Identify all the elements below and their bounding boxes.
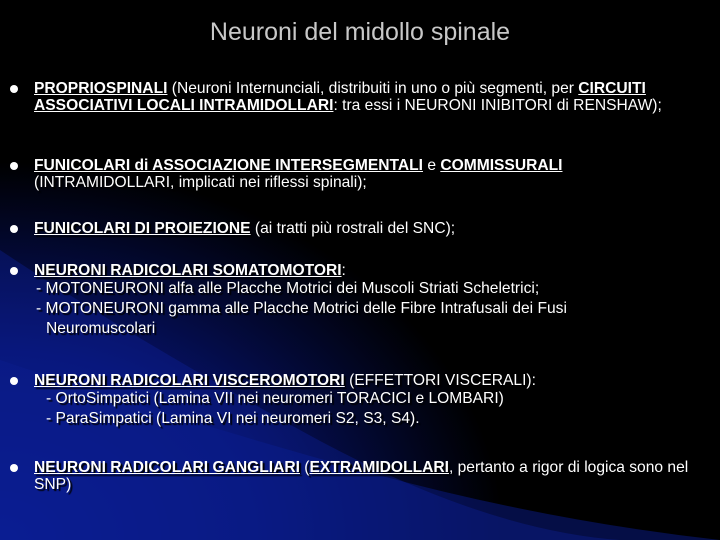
bullet-term: NEURONI RADICOLARI GANGLIARI: [34, 459, 300, 476]
bullet-item-somatomotori: [10, 262, 700, 339]
bullet-subitem: - MOTONEURONI gamma alle Placche Motrici delle Fibre Intrafusali dei Fusi: [36, 300, 567, 317]
bullet-dot-icon: [10, 85, 18, 93]
bullet-subitem: Neuromuscolari: [46, 320, 156, 337]
bullet-text: (: [299, 459, 310, 476]
bullet-subitem: - MOTONEURONI alfa alle Placche Motrici dei Muscoli Striati Scheletrici;: [36, 280, 540, 297]
bullet-term: PROPRIOSPINALI: [34, 80, 168, 97]
bullet-dot-icon: [10, 464, 18, 472]
bullet-dot-icon: [10, 377, 18, 385]
bullet-item-propriospinali: [10, 80, 700, 114]
bullet-text: : tra essi i NEURONI INIBITORI di RENSHAW);: [333, 97, 662, 114]
slide-title: Neuroni del midollo spinale: [209, 18, 511, 46]
bullet-term: NEURONI RADICOLARI SOMATOMOTORI: [34, 262, 342, 279]
bullet-term: FUNICOLARI DI PROIEZIONE: [34, 220, 251, 237]
bullet-dot-icon: [10, 225, 18, 233]
bullet-item-gangliari: [10, 459, 700, 493]
bullet-term: FUNICOLARI di ASSOCIAZIONE INTERSEGMENTALI: [34, 157, 423, 174]
bullet-term: EXTRAMIDOLLARI: [309, 459, 449, 476]
bullet-dot-icon: [10, 162, 18, 170]
bullet-item-funicolari-associazione: [10, 157, 700, 191]
bullet-text: (EFFETTORI VISCERALI):: [344, 372, 536, 389]
bullet-text: (ai tratti più rostrali del SNC);: [250, 220, 456, 237]
bullet-item-funicolari-proiezione: [10, 220, 700, 237]
bullet-text: (INTRAMIDOLLARI, implicati nei riflessi spinali);: [34, 174, 367, 191]
bullet-text: :: [341, 262, 346, 279]
bullet-dot-icon: [10, 267, 18, 275]
bullet-text: e: [422, 157, 441, 174]
bullet-item-visceromotori: [10, 372, 700, 429]
bullet-text: , pertanto a rigor di logica sono nel SNP): [34, 459, 689, 493]
bullet-term: NEURONI RADICOLARI VISCEROMOTORI: [34, 372, 345, 389]
bullet-subitem: - ParaSimpatici (Lamina VI nei neuromeri S2, S3, S4).: [46, 410, 420, 427]
bullet-term: COMMISSURALI: [440, 157, 563, 174]
bullet-subitem: - OrtoSimpatici (Lamina VII nei neuromeri TORACICI e LOMBARI): [46, 390, 504, 407]
bullet-text: (Neuroni Internunciali, distribuiti in uno o più segmenti, per: [167, 80, 579, 97]
bullet-term: CIRCUITI ASSOCIATIVI LOCALI INTRAMIDOLLARI: [34, 80, 646, 114]
